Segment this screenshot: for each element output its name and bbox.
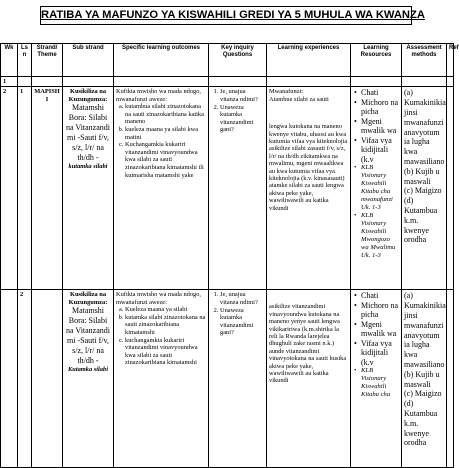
resources-cell (351, 87, 402, 290)
header-experiences: Learning experiences (267, 44, 351, 77)
assessment-item: (a) Kumakinikia jinsi mwanafunzi anavyotum ia lugha kwa mawasiliano (404, 291, 446, 369)
assessment-item: (b) Kujib u maswali (404, 166, 440, 186)
experiences-body: asikilize vitanzandimi vinavyoundwa kutokana na maneno yenye sauti lengwa vikikaririwa (k.m.shirika la reli la Rwanda larejelea dhughuli zake rasmi n.k.) aunde vitanzandimi vinavyotokana na sauti husika akiwa peke yake, wawiliwawili au katika vikundi (269, 303, 347, 385)
experiences-body: lengwa kutokana na maneno kwenye vitabu, uhaosi au kwa kutumia vifaa vya kiteknolojia asikilize silabi zasauti f/v, s/z, l/r/ na th/dh zikitamkwa na mwalimu, mgeni mwaalikwa au kwa kutumia vifaa vya kiteknolojia (k.v. kinasasauti) atamke silabi za sauti lengwa akiwa peke yake, wawiliwawili au katika vikundi (269, 123, 348, 212)
header-reflection: Ref (447, 44, 454, 77)
list-item: • KLB Visionary Kiswahili Kitabu cha mwanafunzi Uk. 1-3 (361, 164, 399, 212)
table-row (1, 77, 454, 87)
substrand-title: Kusikiliza na Kuzungumza: (68, 291, 108, 306)
lesson-cell: 1 (18, 87, 32, 290)
header-questions: Key inquiry Questions (209, 44, 267, 77)
assessment-cell (402, 290, 447, 468)
list-item: 2. Unaweza kutamka vitanzandimi gani? (220, 307, 264, 337)
experiences-cell (267, 87, 351, 290)
substrand-note: Kutamka silabi (68, 366, 108, 374)
experiences-cell (267, 290, 351, 468)
list-item: 2. Unaweza kutamka vitanzandimi gani? (220, 104, 264, 134)
assessment-cell (402, 87, 447, 290)
table-row (1, 290, 454, 468)
list-item: • KLB Visionary Kiswahili Kitabu cha (361, 367, 399, 399)
assessment-item: (b) Kujib u maswali (404, 369, 440, 389)
questions-list (211, 291, 264, 337)
questions-cell (209, 87, 267, 290)
header-assessment: Assessment methods (402, 44, 447, 77)
assessment-item: (c) Maigizo (404, 389, 442, 399)
assessment-item: (a) Kumakinikia jinsi mwanafunzi anavyotum ia lugha kwa mawasiliano (404, 88, 446, 166)
list-item: • Vifaa vya kidijitali (k.v (361, 136, 399, 165)
header-resources: Learning Resources (351, 44, 402, 77)
page-title: RATIBA YA MAFUNZO YA KISWAHILI GREDI YA 5 MUHULA WA KWANZA (40, 6, 412, 25)
outcomes-cell (114, 290, 209, 468)
header-outcomes: Specific learning outcomes (114, 44, 209, 77)
list-item: c. kuchangamkia kukariri vitanzandimi vinavyoundwa kwa silabi za sauti zinazokaribiana kimatamshi (125, 337, 206, 367)
header-strand: Strand/ Theme (32, 44, 63, 77)
list-item: a. Kueleza maana ya silabi (125, 306, 206, 314)
substrand-body: Matamshi Bora: Silabi na Vitanzandi mi -Sauti f/v, s/z, l/r/ na th/dh - (65, 306, 111, 366)
lesson-cell: 2 (18, 290, 32, 468)
scheme-table (0, 43, 459, 468)
list-item: 1. Je, unajua vitanza ndimi? (220, 88, 264, 103)
substrand-note: kutamka silabi (68, 163, 108, 171)
outcomes-intro: Kufikia mwisho wa mada ndogo, mwanafunzi aweze: (116, 291, 202, 306)
resources-cell (351, 290, 402, 468)
list-item: • Chati (361, 291, 399, 301)
header-lesson: Ls n (18, 44, 32, 77)
substrand-title: Kusikiliza na Kuzungumza: (68, 88, 108, 103)
outcomes-list (116, 103, 206, 179)
list-item: • Mgeni mwalik wa (361, 320, 399, 339)
list-item: b. kueleza maana ya silabi kwa matini (125, 126, 206, 141)
list-item: 1. Je, unajua vitanza ndimi? (220, 291, 264, 306)
outcomes-cell (114, 87, 209, 290)
resources-list (353, 88, 399, 260)
substrand-cell (63, 87, 114, 290)
list-item: • Mgeni mwalik wa (361, 117, 399, 136)
list-item: • Vifaa vya kidijitali (k.v (361, 339, 399, 368)
strand-cell: MAPISH I (32, 87, 63, 290)
substrand-cell (63, 290, 114, 468)
list-item: c. Kuchangamkia kukariri vitanzandimi vinavyoundwa kwa silabi za sauti zinazokaribiana kimatamshi ili kuimarisha matamshi yake (125, 141, 206, 179)
assessment-item: (c) Maigizo (404, 186, 442, 196)
questions-cell (209, 290, 267, 468)
questions-list (211, 88, 264, 134)
assessment-item: (d) Kutambua k.m. kwenye orodha (404, 196, 438, 245)
substrand-body: Matamshi Bora: Silabi na Vitanzandi mi -Sauti f/v, s/z, l/r/ na th/dh - (65, 103, 111, 163)
header-week: Wk (1, 44, 18, 77)
list-item: • KLB Visionary Kiswahili Mwongozo wa Mwalimu Uk. 1-3 (361, 212, 399, 260)
week-cell: 1 (1, 77, 18, 87)
table-row (1, 87, 454, 290)
list-item: • Michoro na picha (361, 301, 399, 320)
experiences-title: Mwanafunzi: (269, 88, 304, 96)
week-cell: 2 (1, 87, 18, 290)
list-item: a. kutambua silabi zinazotokana na sauti zinazokaribiana katika maneno (125, 103, 206, 126)
header-row (1, 44, 454, 77)
experiences-intro: Atambue silabi za sauti (269, 95, 329, 103)
header-substrand: Sub strand (63, 44, 114, 77)
resources-list (353, 291, 399, 399)
outcomes-list (116, 306, 206, 367)
assessment-item: (d) Kutambua k.m. kwenye orodha (404, 399, 438, 448)
outcomes-intro: Kufikia mwisho wa mada ndogo, mwanafunzi aweze: (116, 88, 202, 103)
list-item: • Chati (361, 88, 399, 98)
list-item: b. kutamka silabi zinazotokana na sauti zinazokaribiana kimatamshi (125, 314, 206, 337)
list-item: • Michoro na picha (361, 98, 399, 117)
